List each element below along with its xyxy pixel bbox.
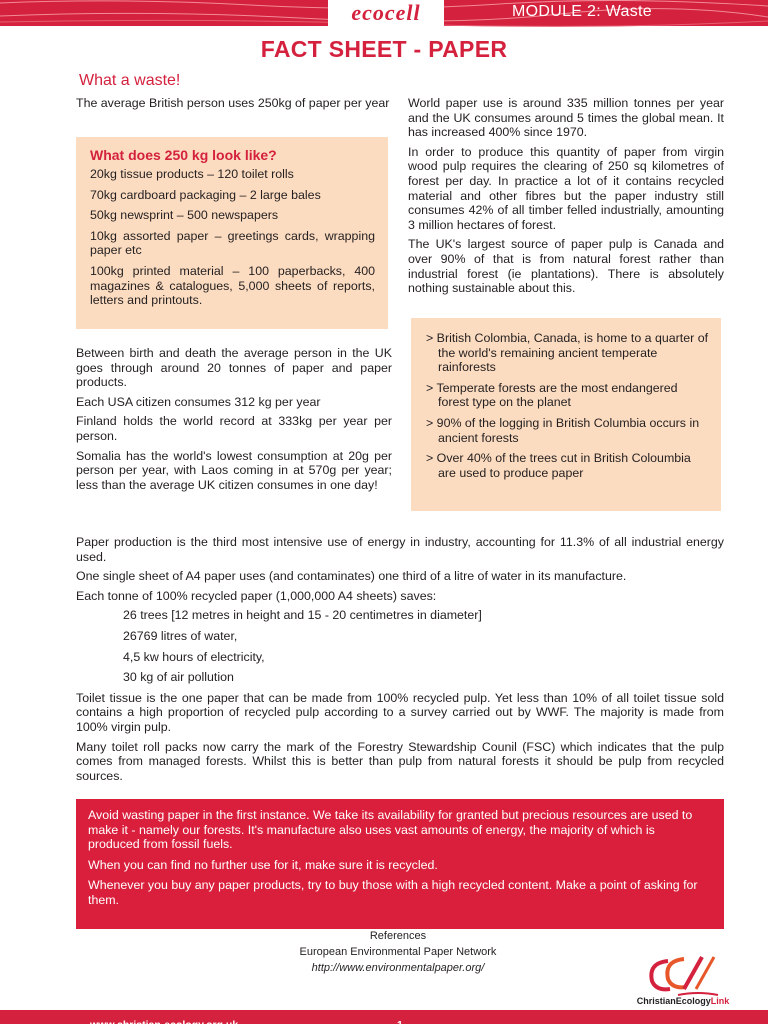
cel-text-part2: Link	[710, 996, 730, 1006]
footer-website-link[interactable]: www.christian-ecology.org.uk	[90, 1019, 239, 1031]
reference-name: European Environmental Paper Network	[299, 946, 497, 958]
full-width-section	[76, 535, 724, 788]
box-heading: What does 250 kg look like?	[90, 147, 277, 163]
paragraph: World paper use is around 335 million tonnes per year and the UK consumes around 5 times the global mean. It has increased 400% since 1970.	[408, 96, 724, 140]
box-item: 100kg printed material – 100 paperbacks, 400 magazines & catalogues, 5,000 sheets of reports, letters and printouts.	[90, 263, 375, 308]
paragraph: Paper production is the third most intensive use of energy in industry, accounting for 11.3% of all industrial energy used.	[76, 535, 724, 564]
savings-item: 30 kg of air pollution	[123, 670, 234, 685]
paragraph: Between birth and death the average person in the UK goes through around 20 tonnes of paper and paper products.	[76, 346, 392, 390]
page-title: FACT SHEET - PAPER	[260, 36, 508, 62]
paragraph: Each tonne of 100% recycled paper (1,000,000 A4 sheets) saves:	[76, 588, 437, 603]
fact-bullet: > Over 40% of the trees cut in British Coloumbia are used to produce paper	[426, 451, 691, 480]
module-label: MODULE 2: Waste	[512, 3, 652, 20]
right-column	[408, 96, 724, 301]
box-item: 50kg newsprint – 500 newspapers	[90, 208, 279, 223]
page-number: 1	[397, 1019, 403, 1031]
box-item: 20kg tissue products – 120 toilet rolls	[90, 167, 294, 181]
paragraph: Each USA citizen consumes 312 kg per year	[76, 394, 321, 409]
fact-bullet: > Temperate forests are the most endangered forest type on the planet	[426, 380, 678, 410]
fact-bullet: > 90% of the logging in British Columbia occurs in ancient forests	[426, 415, 700, 445]
action-text: Avoid wasting paper in the first instance. We take its availability for granted but precious resources are used to make it - namely our forests. It's manufacture also uses vast amounts of energy, the majority of which is produced from fossil fuels.	[88, 808, 693, 852]
left-column	[76, 346, 392, 497]
intro-column	[76, 96, 392, 116]
box-item: 10kg assorted paper – greetings cards, wrapping paper etc	[90, 228, 375, 258]
action-text: Whenever you buy any paper products, try to buy those with a high recycled content. Make a point of asking for them.	[88, 878, 698, 907]
savings-item: 26 trees [12 metres in height and 15 - 20 centimetres in diameter]	[123, 608, 482, 623]
paragraph: The UK's largest source of paper pulp is Canada and over 90% of that is from natural forest rather than industrial forest (ie plantations). There is absolutely nothing sustainable about this.	[408, 237, 724, 296]
fact-bullet: > British Colombia, Canada, is home to a quarter of the world's remaining ancient temperate rainforests	[426, 331, 709, 375]
paragraph: Toilet tissue is the one paper that can be made from 100% recycled pulp. Yet less than 10% of all toilet tissue sold contains a high proportion of recycled pulp according to a survey carried out by WWF. The majority is made from 100% virgin pulp.	[76, 690, 724, 734]
paragraph: Many toilet roll packs now carry the mark of the Forestry Stewardship Counil (FSC) which indicates that the pulp comes from managed forests. Whilst this is better than pulp from natural forests it should be pulp from recycled sources.	[76, 739, 724, 783]
reference-link[interactable]: http://www.environmentalpaper.org/	[311, 962, 485, 974]
ecocell-logo	[328, 0, 444, 26]
paragraph: Somalia has the world's lowest consumption at 20g per person per year, with Laos coming in at 570g per year; less than the average UK citizen consumes in one day!	[76, 448, 392, 492]
savings-item: 4,5 kw hours of electricity,	[123, 649, 265, 664]
box-item: 70kg cardboard packaging – 2 large bales	[90, 187, 321, 202]
savings-item: 26769 litres of water,	[123, 628, 238, 643]
paragraph: One single sheet of A4 paper uses (and contaminates) one third of a litre of water in its manufacture.	[76, 569, 627, 584]
paragraph: In order to produce this quantity of paper from virgin wood pulp requires the clearing of 250 sq kilometres of forest per day. In practice a lot of it contains recycled material and other fibres but the paper industry still consumes 42% of all timber felled industrially, amounting 3 million hectares of forest.	[408, 144, 724, 232]
intro-text: The average British person uses 250kg of paper per year	[76, 96, 390, 110]
action-text: When you can find no further use for it, make sure it is recycled.	[88, 857, 438, 872]
kg-breakdown-box	[76, 137, 388, 329]
cel-text-part1: ChristianEcology	[636, 996, 711, 1006]
action-box	[76, 799, 724, 929]
references-heading: References	[369, 930, 427, 942]
canada-facts-box	[411, 318, 721, 511]
cel-logo-text	[618, 996, 748, 1006]
paragraph: Finland holds the world record at 333kg per year per person.	[76, 414, 392, 443]
section-heading: What a waste!	[79, 72, 181, 89]
logo-text: ecocell	[351, 0, 421, 25]
